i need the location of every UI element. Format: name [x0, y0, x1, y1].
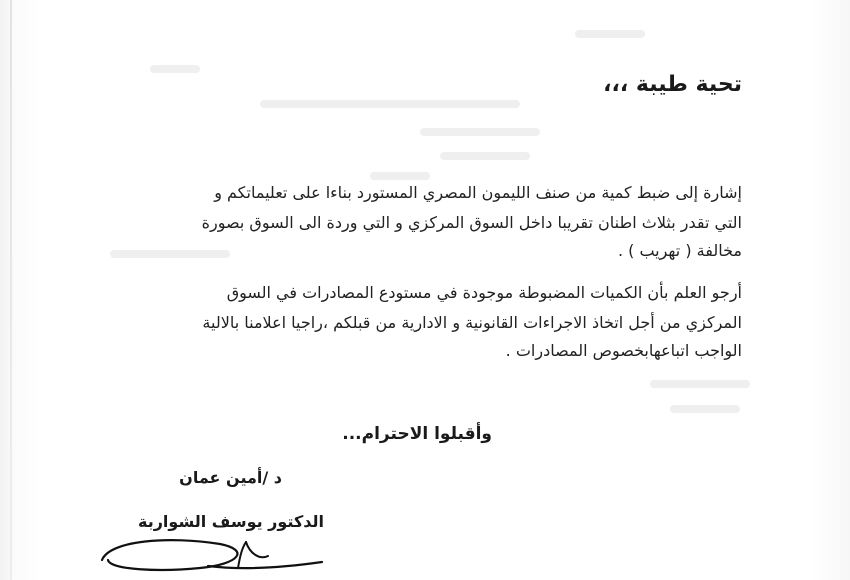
bleed-through-mark — [370, 172, 430, 180]
signatory-title: د /أمين عمان — [179, 468, 282, 487]
body-paragraph-2-line-2: المركزي من أجل اتخاذ الاجراءات القانونية و الادارية من قبلكم ،راجيا اعلامنا بالالية — [202, 313, 742, 332]
body-paragraph-2-line-3: الواجب اتباعهابخصوص المصادرات . — [505, 341, 742, 360]
bleed-through-mark — [110, 250, 230, 258]
greeting-heading: تحية طيبة ،،، — [603, 72, 742, 97]
closing-line: وأقبلوا الاحترام... — [342, 424, 492, 444]
body-paragraph-1-line-3: مخالفة ( تهريب ) . — [617, 241, 742, 260]
bleed-through-mark — [440, 152, 530, 160]
body-paragraph-2-line-1: أرجو العلم بأن الكميات المضبوطة موجودة في مستودع المصادرات في السوق — [226, 283, 742, 302]
page-fold-shadow — [10, 0, 12, 580]
bleed-through-mark — [260, 100, 520, 108]
body-paragraph-1-line-1: إشارة إلى ضبط كمية من صنف الليمون المصري المستورد بناءا على تعليماتكم و — [214, 183, 742, 202]
bleed-through-mark — [150, 65, 200, 73]
body-paragraph-1-line-2: التي تقدر بثلاث اطنان تقريبا داخل السوق المركزي و التي وردة الى السوق بصورة — [201, 213, 742, 232]
signatory-name: الدكتور يوسف الشواربة — [138, 512, 324, 531]
bleed-through-mark — [670, 405, 740, 413]
bleed-through-mark — [420, 128, 540, 136]
bleed-through-mark — [575, 30, 645, 38]
handwritten-signature — [90, 530, 330, 580]
bleed-through-mark — [650, 380, 750, 388]
